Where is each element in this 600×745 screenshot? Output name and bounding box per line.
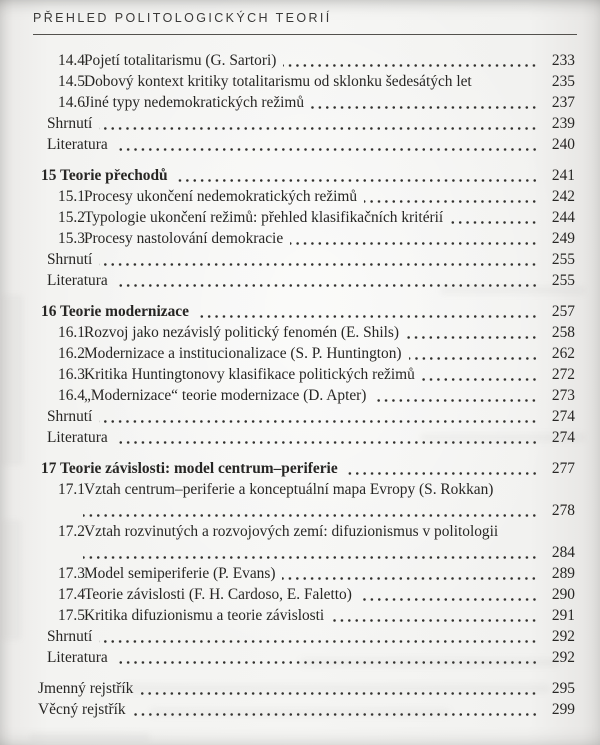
toc-entry [33,165,575,186]
page-number: 273 [551,387,575,404]
entry-number: 17.1 [58,481,85,498]
entry-number: 17 [41,460,57,477]
entry-number: 16.3 [58,366,85,383]
table-of-contents [0,50,600,720]
entry-title: Shrnutí [47,251,93,268]
toc-entry [33,228,575,249]
page-number: 235 [551,73,575,90]
toc-entry [33,563,575,584]
entry-number: 14.5 [58,73,85,90]
toc-entry [33,406,575,427]
entry-title: Literatura [47,429,108,446]
entry-number: 14.6 [58,94,85,111]
page-number: 241 [551,167,575,184]
dot-leader [92,249,543,270]
toc-entry [33,50,575,71]
dot-leader [402,343,543,364]
bleed-through-artifact [300,658,560,667]
toc-entry [33,207,575,228]
dot-leader [276,50,543,71]
page-number: 237 [551,94,575,111]
page-number: 258 [551,324,575,341]
toc-entry [33,542,575,563]
entry-number: 16.2 [58,345,85,362]
page-number: 289 [551,565,575,582]
entry-number: 17.5 [58,607,85,624]
entry-number: 17.2 [58,523,85,540]
page-number: 255 [551,251,575,268]
dot-leader [275,563,543,584]
entry-number: 15 [41,167,57,184]
page-number: 295 [551,680,575,697]
entry-number: 16 [41,303,57,320]
page-number: 274 [551,408,575,425]
dot-leader [92,406,543,427]
entry-title: Dobový kontext kritiky totalitarismu od sklonku šedesátých let [84,73,472,90]
toc-entry [33,584,575,605]
toc-entry [33,605,575,626]
dot-leader [304,92,543,113]
toc-section-gap [33,155,575,165]
toc-entry [33,364,575,385]
page-number: 278 [551,502,575,519]
dot-leader [472,71,543,92]
page-number: 292 [551,628,575,645]
dot-leader [83,500,543,521]
entry-title: Kritika difuzionismu a teorie závislosti [84,607,325,624]
entry-number: 16.4 [58,387,85,404]
toc-section-gap [33,668,575,678]
entry-title: Typologie ukončení režimů: přehled klasifikačních kritérií [84,209,444,226]
dot-leader [189,301,543,322]
toc-entry [33,134,575,155]
page-number: 292 [551,649,575,666]
dot-leader [493,479,543,500]
entry-title: „Modernizace“ teorie modernizace (D. Apter) [84,387,367,404]
page-number: 272 [551,366,575,383]
dot-leader [366,385,543,406]
bleed-through-artifact [120,684,550,693]
entry-title: Shrnutí [47,408,93,425]
entry-title: Vztah centrum–periferie a konceptuální mapa Evropy (S. Rokkan) [84,481,494,498]
page-number: 262 [551,345,575,362]
page-number: 257 [551,303,575,320]
entry-title: Shrnutí [47,628,93,645]
toc-section-gap [33,448,575,458]
page-number: 291 [551,607,575,624]
entry-title: Procesy ukončení nedemokratických režimů [84,188,358,205]
bleed-through-artifact [150,708,450,717]
page-number: 277 [551,460,575,477]
entry-number: 15.1 [58,188,85,205]
page-number: 274 [551,429,575,446]
entry-title: Rozvoj jako nezávislý politický fenomén (E. Shils) [84,324,400,341]
entry-title: Teorie modernizace [60,303,189,320]
entry-title: Věcný rejstřík [38,701,126,718]
running-head-title: PŘEHLED POLITOLOGICKÝCH TEORIÍ [33,11,332,25]
toc-entry [33,500,575,521]
page-number: 242 [551,188,575,205]
bleed-through-artifact [3,295,23,465]
page-number: 240 [551,136,575,153]
toc-entry [33,521,575,542]
entry-title: Procesy nastolování demokracie [84,230,284,247]
entry-title: Jmenný rejstřík [38,680,134,697]
toc-entry [33,249,575,270]
page-number: 290 [551,586,575,603]
dot-leader [443,207,543,228]
entry-number: 17.3 [58,565,85,582]
toc-entry [33,626,575,647]
dot-leader [338,458,543,479]
page-number: 255 [551,272,575,289]
toc-entry [33,301,575,322]
dot-leader [415,364,543,385]
bleed-through-artifact [420,433,585,442]
dot-leader [283,228,543,249]
entry-title: Literatura [47,136,108,153]
toc-entry [33,343,575,364]
header-rule [33,34,577,35]
dot-leader [92,626,543,647]
entry-number: 15.3 [58,230,85,247]
entry-title: Teorie přechodů [60,167,168,184]
entry-number: 17.4 [58,586,85,603]
running-head [0,0,600,27]
entry-number: 15.2 [58,209,85,226]
entry-number: 16.1 [58,324,85,341]
toc-entry [33,458,575,479]
entry-title: Literatura [47,649,108,666]
page-number: 233 [551,52,575,69]
dot-leader [108,134,543,155]
entry-title: Shrnutí [47,115,93,132]
toc-entry [33,92,575,113]
dot-leader [498,521,543,542]
page-number: 244 [551,209,575,226]
entry-title: Vztah rozvinutých a rozvojových zemí: difuzionismus v politologii [84,523,499,540]
toc-entry [33,186,575,207]
toc-entry [33,479,575,500]
entry-title: Teorie závislosti: model centrum–periferie [60,460,338,477]
page-number: 299 [551,701,575,718]
dot-leader [168,165,543,186]
entry-number: 14.4 [58,52,85,69]
toc-entry [33,113,575,134]
entry-title: Teorie závislosti (F. H. Cardoso, E. Faletto) [84,586,352,603]
page-number: 284 [551,544,575,561]
entry-title: Modernizace a institucionalizace (S. P. Huntington) [84,345,402,362]
dot-leader [324,605,543,626]
entry-title: Pojetí totalitarismu (G. Sartori) [84,52,277,69]
bleed-through-artifact [30,733,150,741]
dot-leader [83,542,543,563]
page-number: 249 [551,230,575,247]
bleed-through-artifact [440,286,585,295]
dot-leader [357,186,543,207]
bleed-through-artifact [3,520,21,640]
entry-title: Kritika Huntingtonovy klasifikace politických režimů [84,366,415,383]
entry-title: Model semiperiferie (P. Evans) [84,565,276,582]
toc-entry [33,385,575,406]
toc-entry [33,322,575,343]
page-number: 239 [551,115,575,132]
dot-leader [399,322,543,343]
entry-title: Jiné typy nedemokratických režimů [84,94,305,111]
entry-title: Literatura [47,272,108,289]
dot-leader [352,584,543,605]
toc-entry [33,71,575,92]
dot-leader [92,113,543,134]
